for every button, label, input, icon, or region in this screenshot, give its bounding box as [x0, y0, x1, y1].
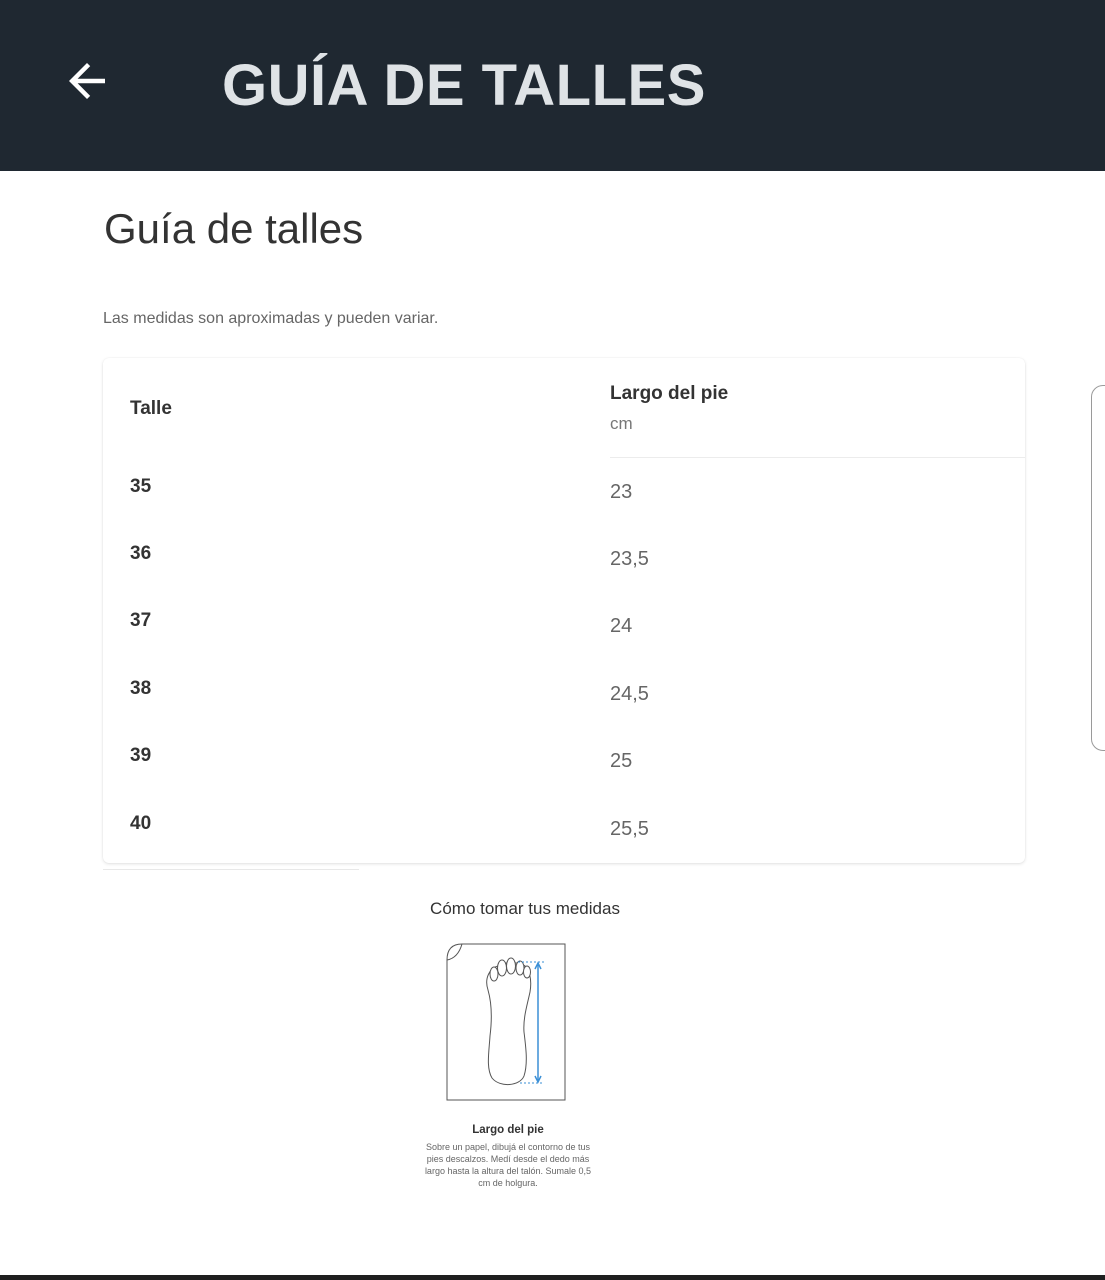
illustration-caption-text: Sobre un papel, dibujá el contorno de tus pies descalzos. Medí desde el dedo más largo hasta la altura del talón. Sumale 0,5 cm de holgura. — [424, 1142, 592, 1188]
app-bar — [0, 0, 1105, 171]
side-panel-edge[interactable] — [1091, 385, 1105, 751]
length-cell: 25,5 — [610, 818, 649, 840]
table-row — [103, 543, 1025, 610]
size-table — [103, 358, 1025, 863]
length-cell: 24,5 — [610, 683, 649, 705]
length-cell: 23,5 — [610, 548, 649, 570]
page-title: Guía de talles — [104, 205, 364, 252]
column-header-unit: cm — [610, 414, 633, 433]
header-divider — [610, 457, 1025, 458]
section-divider — [103, 869, 359, 870]
column-header-size: Talle — [130, 398, 172, 419]
bottom-edge-bar — [0, 1275, 1105, 1280]
size-cell: 39 — [130, 745, 152, 766]
size-cell: 36 — [130, 543, 152, 564]
howto-title: Cómo tomar tus medidas — [430, 899, 620, 918]
length-cell: 24 — [610, 615, 633, 637]
table-row — [103, 745, 1025, 812]
length-cell: 23 — [610, 481, 633, 503]
size-cell: 35 — [130, 476, 152, 497]
size-cell: 40 — [130, 813, 152, 834]
disclaimer-text: Las medidas son aproximadas y pueden variar. — [103, 310, 439, 327]
column-header-foot-length: Largo del pie — [610, 383, 729, 404]
foot-measure-icon — [440, 940, 572, 1106]
app-bar-title: GUÍA DE TALLES — [222, 53, 706, 118]
illustration-caption-title: Largo del pie — [472, 1124, 544, 1136]
length-cell: 25 — [610, 750, 633, 772]
table-row — [103, 476, 1025, 543]
size-cell: 38 — [130, 678, 152, 699]
table-row — [103, 678, 1025, 745]
back-button[interactable] — [52, 46, 122, 116]
size-cell: 37 — [130, 610, 152, 631]
arrow-left-icon — [60, 54, 114, 108]
table-row — [103, 610, 1025, 677]
